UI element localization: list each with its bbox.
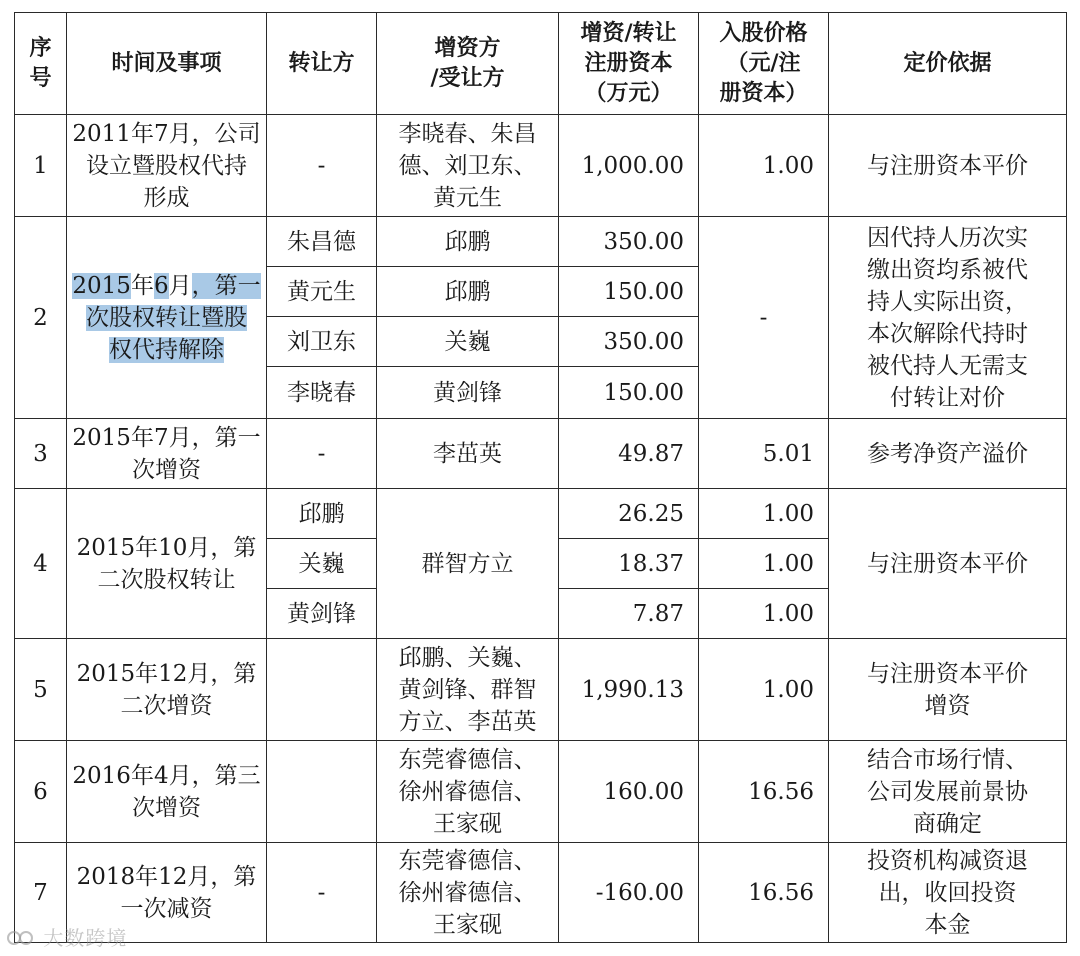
cell-capital: 18.37 [559,539,699,589]
cell-capital: 150.00 [559,367,699,419]
header-transferor: 转让方 [267,13,377,115]
cell-transferee: 群智方立 [377,489,559,639]
cell-event: 2015年12月，第 二次增资 [67,639,267,741]
cell-event: 2015年7月，第一 次增资 [67,419,267,489]
cell-transferor: 刘卫东 [267,317,377,367]
cell-transferor [267,741,377,843]
cell-price: 16.56 [699,741,829,843]
cell-seq: 4 [15,489,67,639]
cell-capital: 350.00 [559,217,699,267]
cell-transferor: - [267,419,377,489]
cell-capital: 49.87 [559,419,699,489]
cell-basis: 与注册资本平价 [829,489,1067,639]
cell-transferor: 黄元生 [267,267,377,317]
cell-event: 2018年12月，第 一次减资 [67,843,267,943]
highlighted-text: 2015 [72,272,131,299]
cell-transferee: 李茁英 [377,419,559,489]
cell-capital: 1,990.13 [559,639,699,741]
cell-capital: 350.00 [559,317,699,367]
cell-transferor: 朱昌德 [267,217,377,267]
table-row [15,489,1067,539]
table-row [15,843,1067,943]
cell-transferor: 黄剑锋 [267,589,377,639]
cell-event: 2011年7月，公司 设立暨股权代持 形成 [67,115,267,217]
cell-price: 1.00 [699,539,829,589]
cell-seq: 3 [15,419,67,489]
header-row [15,13,1067,115]
cell-price: 1.00 [699,489,829,539]
header-basis: 定价依据 [829,13,1067,115]
cell-capital: 26.25 [559,489,699,539]
cell-transferee: 东莞睿德信、 徐州睿德信、 王家砚 [377,843,559,943]
header-seq: 序 号 [15,13,67,115]
cell-price: 5.01 [699,419,829,489]
cell-transferor: 邱鹏 [267,489,377,539]
cell-price: 16.56 [699,843,829,943]
cell-transferor: - [267,115,377,217]
cell-price: 1.00 [699,115,829,217]
cell-capital: 150.00 [559,267,699,317]
highlighted-text: ，第一 次股权转让暨股 权代持解除 [86,272,261,363]
table-row [15,419,1067,489]
cell-transferee: 东莞睿德信、 徐州睿德信、 王家砚 [377,741,559,843]
cell-basis: 与注册资本平价 增资 [829,639,1067,741]
cell-event: 2016年4月，第三 次增资 [67,741,267,843]
equity-history-table [14,12,1067,943]
cell-basis: 参考净资产溢价 [829,419,1067,489]
header-transferee: 增资方 /受让方 [377,13,559,115]
cell-basis: 结合市场行情、 公司发展前景协 商确定 [829,741,1067,843]
table-row [15,639,1067,741]
cell-capital: 160.00 [559,741,699,843]
cell-event: 2015年6月，第一 次股权转让暨股 权代持解除 [67,217,267,419]
cell-transferor: 关巍 [267,539,377,589]
cell-capital: 1,000.00 [559,115,699,217]
cell-basis: 投资机构减资退 出，收回投资 本金 [829,843,1067,943]
header-event: 时间及事项 [67,13,267,115]
cell-capital: 7.87 [559,589,699,639]
cell-basis: 与注册资本平价 [829,115,1067,217]
cell-event: 2015年10月，第 二次股权转让 [67,489,267,639]
table-row [15,741,1067,843]
cell-transferee: 李晓春、朱昌 德、刘卫东、 黄元生 [377,115,559,217]
cell-transferor: 李晓春 [267,367,377,419]
table-row [15,217,1067,267]
cell-transferee: 邱鹏 [377,267,559,317]
cell-transferee: 邱鹏 [377,217,559,267]
cell-basis: 因代持人历次实 缴出资均系被代 持人实际出资， 本次解除代持时 被代持人无需支 付转让对价 [829,217,1067,419]
cell-transferor: - [267,843,377,943]
header-price: 入股价格 （元/注 册资本） [699,13,829,115]
cell-price: 1.00 [699,589,829,639]
cell-transferee: 关巍 [377,317,559,367]
cell-transferee: 邱鹏、关巍、 黄剑锋、群智 方立、李茁英 [377,639,559,741]
cell-transferee: 黄剑锋 [377,367,559,419]
cell-capital: -160.00 [559,843,699,943]
cell-seq: 6 [15,741,67,843]
cell-seq: 2 [15,217,67,419]
table-row [15,115,1067,217]
header-capital: 增资/转让 注册资本 （万元） [559,13,699,115]
highlighted-text: 6 [153,272,169,299]
cell-seq: 5 [15,639,67,741]
cell-seq: 1 [15,115,67,217]
cell-transferor [267,639,377,741]
watermark [6,922,127,951]
cell-price: 1.00 [699,639,829,741]
cell-price: - [699,217,829,419]
cell-seq: 7 [15,843,67,943]
brand-logo-icon [6,928,36,946]
watermark-text: 大数跨境 [43,926,128,950]
